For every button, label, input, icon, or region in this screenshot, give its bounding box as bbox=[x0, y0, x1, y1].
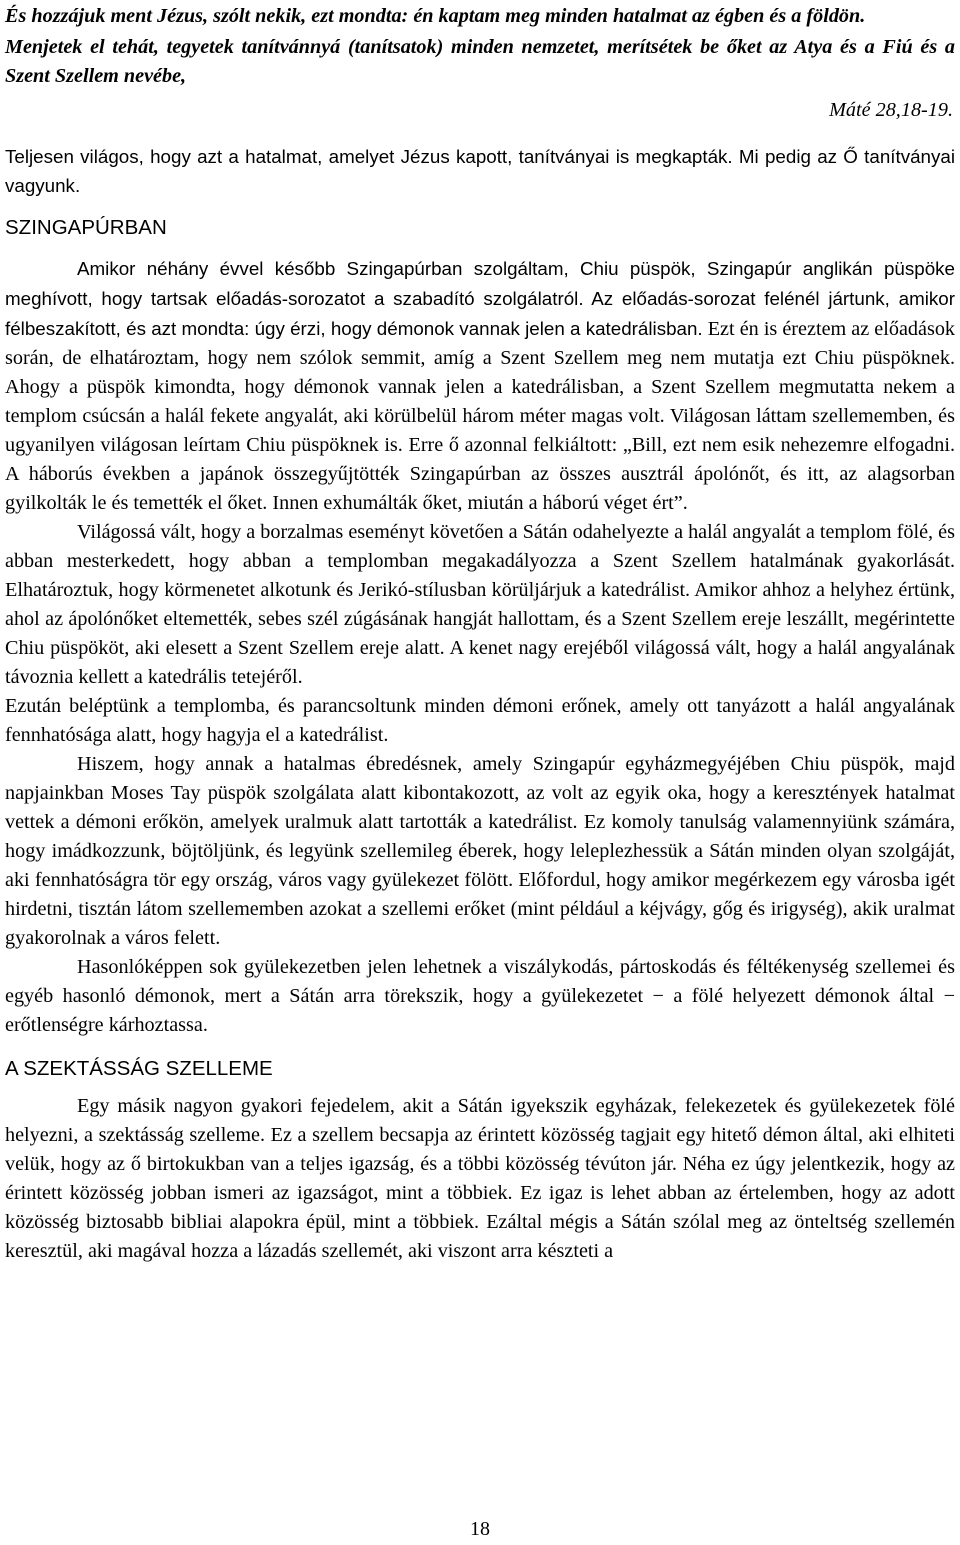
section-heading-singapore: SZINGAPÚRBAN bbox=[5, 216, 167, 239]
paragraph-singapore-3: Ezután beléptünk a templomba, és parancsoltunk minden démoni erőnek, amely ott tanyázott a halál angyalának fennhatósága alatt, hogy hagyja el a katedrálist. bbox=[5, 695, 955, 746]
scripture-quote-2: Menjetek el tehát, tegyetek tanítvánnyá (tanítsatok) minden nemzetet, merítsétek be őket az Atya és a Fiú és a Szent Szellem nevébe, bbox=[5, 36, 955, 87]
scripture-reference: Máté 28,18-19. bbox=[829, 99, 953, 121]
paragraph-singapore-2: Világossá vált, hogy a borzalmas eseményt követően a Sátán odahelyezte a halál angyalát a templom fölé, és abban mesterkedett, hogy abban a templomban megakadályozza a Szent Szellem hatalmának gyakorlását. Elhatároztuk, hogy körmenetet alkotunk és Jerikó-stílusban körüljárjuk a katedrálist. Amikor ahhoz a helyhez értünk, ahol az ápolónőket eltemették, sebes szél zúgásának hangját hallottam, és a Szent Szellem ereje leszállt, megérintette Chiu püspököt, aki elesett a Szent Szellem ereje alatt. A kenet nagy erejéből világossá vált, hogy a halál angyalának távoznia kellett a katedrális tetejéről. bbox=[5, 521, 955, 688]
paragraph-sectarianism-1: Egy másik nagyon gyakori fejedelem, akit a Sátán igyekszik egyházak, felekezetek és gyülekezetek fölé helyezni, a szektásság szelleme. Ez a szellem becsapja az érintett közösség tagjait egy hitető démon által, aki elhiteti velük, hogy az ő birtokukban van a teljes igazság, és a többi közösség tévúton jár. Néha ez úgy jelentkezik, hogy az érintett közösség jobban ismeri az igazságot, mint a többiek. Ez igaz is lehet abban az értelemben, hogy az adott közösség biztosabb bibliai alapokra épül, mint a többiek. Ezáltal mégis a Sátán szólal meg az önteltség szellemén keresztül, aki magával hozza a lázadás szellemét, aki viszont arra készteti a bbox=[5, 1095, 955, 1262]
paragraph-singapore-1 bbox=[5, 254, 955, 518]
section-heading-sectarianism: A SZEKTÁSSÁG SZELLEME bbox=[5, 1057, 273, 1080]
paragraph-singapore-5: Hasonlóképpen sok gyülekezetben jelen lehetnek a viszálykodás, pártoskodás és féltékenység szellemei és egyéb hasonló démonok, mert a Sátán arra törekszik, hogy a gyülekezetet − a fölé helyezett démonok által − erőtlenségre kárhoztassa. bbox=[5, 956, 955, 1036]
paragraph-singapore-1a: Amikor néhány évvel később Szingapúrban szolgáltam, Chiu püspök, Szingapúr anglikán püspöke meghívott, hogy tartsak előadás-sorozatot a szabadító szolgálatról. Az előadás-sorozat felénél jártunk, amikor félbeszakított, és azt mondta: úgy érzi, hogy démonok vannak jelen a katedrálisban. bbox=[5, 258, 955, 339]
document-page bbox=[5, 0, 955, 1266]
scripture-quote-1: És hozzájuk ment Jézus, szólt nekik, ezt mondta: én kaptam meg minden hatalmat az égben és a földön. bbox=[5, 5, 866, 27]
paragraph-singapore-1b: Ezt én is éreztem az előadások során, de elhatároztam, hogy nem szólok semmit, amíg a Szent Szellem meg nem mutatja ezt Chiu püspöknek. Ahogy a püspök kimondta, hogy démonok vannak jelen a katedrálisban, a Szent Szellem megmutatta nekem a templom csúcsán a halál fekete angyalát, aki körülbelül három méter magas volt. Világosan láttam szellememben, és ugyanilyen világosan leírtam Chiu püspöknek is. Erre ő azonnal felkiáltott: „Bill, ezt nem esik nehezemre elfogadni. A háborús években a japánok összegyűjtötték Szingapúrban az összes ausztrál ápolónőt, és itt, az alagsorban gyilkolták le és temették el őket. Innen exhumálták őket, miután a háború véget ért”. bbox=[5, 318, 956, 514]
paragraph-singapore-4: Hiszem, hogy annak a hatalmas ébredésnek, amely Szingapúr egyházmegyéjében Chiu püspök, majd napjainkban Moses Tay püspök szolgálata alatt kibontakozott, az volt az egyik oka, hogy a keresztények hatalmat vettek a démoni erőkön, amelyek uralmuk alatt tartották a katedrálist. Ez komoly tanulság valamennyiünk számára, hogy imádkozzunk, böjtöljünk, és legyünk szellemileg éberek, hogy leleplezhessük a Sátán minden olyan szolgáját, aki fennhatóságra tör egy ország, város vagy gyülekezet fölött. Előfordul, hogy amikor megérkezem egy városba igét hirdetni, tisztán látom szellememben azokat a szellemi erőket (mint például a kéjvágy, gőg és irigység), akik uralmat gyakorolnak a város felett. bbox=[5, 753, 955, 949]
page-number: 18 bbox=[470, 1518, 490, 1540]
intro-paragraph: Teljesen világos, hogy azt a hatalmat, amelyet Jézus kapott, tanítványai is megkapták. Mi pedig az Ő tanítványai vagyunk. bbox=[5, 146, 955, 196]
